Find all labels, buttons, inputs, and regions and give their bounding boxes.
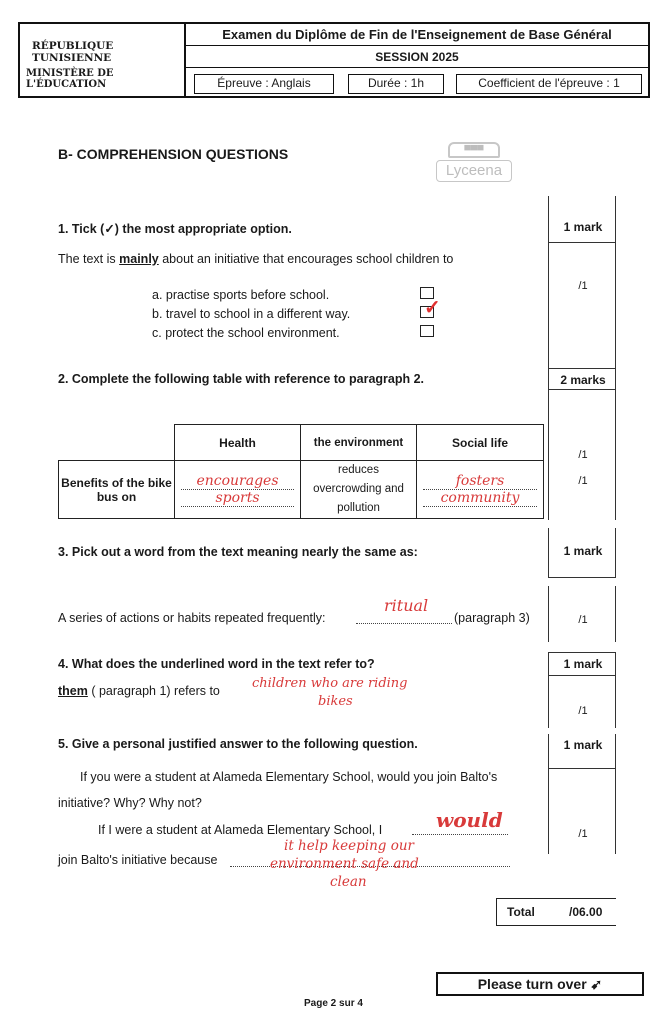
q2-title: 2. Complete the following table with reference to paragraph 2.: [58, 372, 425, 386]
answer-health-1: encourages: [181, 473, 294, 490]
mark-column-q2: [548, 368, 616, 520]
q5-title: 5. Give a personal justified answer to the following question.: [58, 737, 418, 751]
q1-stem: The text is mainly about an initiative that encourages school children to: [58, 252, 454, 266]
lyceena-logo: [436, 142, 512, 192]
answer-health[interactable]: [175, 461, 301, 519]
header-health: Health: [175, 425, 301, 461]
republic-label: RÉPUBLIQUE TUNISIENNE: [32, 40, 114, 64]
row-label: Benefits of the bike bus on: [59, 461, 175, 519]
exam-title: Examen du Diplôme de Fin de l'Enseignement de Base Général: [186, 24, 648, 46]
q4-word: them: [58, 684, 88, 698]
q1-score: /1: [578, 280, 588, 292]
q3-answer: ritual: [384, 596, 429, 615]
q1-option-b: b. travel to school in a different way.: [152, 307, 351, 321]
answer-social[interactable]: [417, 461, 544, 519]
answer-social-1: fosters: [423, 473, 537, 490]
divider: [549, 242, 615, 243]
q2-score-1: /1: [578, 449, 588, 461]
q2-score-2: /1: [578, 475, 588, 487]
section-title: B- COMPREHENSION QUESTIONS: [58, 146, 289, 162]
q5-answer-1: it help keeping our: [284, 838, 414, 854]
header-right-box: [186, 22, 650, 98]
q5-answer-prefix: If I were a student at Alameda Elementary School, I: [98, 823, 383, 837]
q3-title: 3. Pick out a word from the text meaning nearly the same as:: [58, 545, 418, 559]
q5-answer-2: environment safe and: [270, 856, 419, 872]
ministry-label: MINISTÈRE DE L'ÉDUCATION: [26, 68, 114, 90]
q5-mark: 1 mark: [563, 738, 603, 752]
tick-mark-icon: ✓: [424, 297, 441, 319]
environment-text: reduces overcrowding and pollution: [301, 461, 417, 519]
q4-mark: 1 mark: [563, 657, 603, 671]
q5-answer-word: would: [436, 808, 503, 832]
q3-score: /1: [578, 614, 588, 626]
mark-column-q1: [548, 196, 616, 368]
q1-mark: 1 mark: [563, 220, 603, 234]
q1-option-a: a. practise sports before school.: [152, 288, 330, 302]
mortarboard-icon: ▀▀▀: [448, 142, 500, 158]
header-left-box: [18, 22, 186, 98]
q4-title: 4. What does the underlined word in the text refer to?: [58, 657, 375, 671]
q1-option-c: c. protect the school environment.: [152, 326, 340, 340]
total-box: [496, 898, 616, 926]
q3-paragraph-ref: (paragraph 3): [454, 611, 530, 625]
answer-social-2: community: [423, 490, 537, 507]
divider: [549, 389, 615, 390]
header-social-life: Social life: [417, 425, 544, 461]
q5-question-line-1: If you were a student at Alameda Elementary School, would you join Balto's: [80, 770, 498, 784]
q1-underlined: mainly: [119, 252, 159, 266]
answer-health-2: sports: [181, 490, 294, 507]
q4-prompt: them ( paragraph 1) refers to: [58, 684, 220, 698]
total-label: Total: [507, 905, 535, 919]
mark-column-q3-score: [548, 586, 616, 642]
q5-question-line-2: initiative? Why? Why not?: [58, 796, 202, 810]
q4-score: /1: [578, 705, 588, 717]
q3-mark: 1 mark: [563, 544, 603, 558]
divider: [549, 768, 615, 769]
mark-column-q3: [548, 528, 616, 578]
q3-answer-line[interactable]: [356, 623, 452, 624]
page-number: Page 2 sur 4: [304, 998, 363, 1009]
q4-answer-1: children who are riding: [252, 676, 408, 691]
q5-answer-line-1[interactable]: [412, 834, 508, 835]
mark-column-q5: [548, 734, 616, 854]
duration-label: Durée : 1h: [348, 74, 444, 94]
q5-answer-line2-prefix: join Balto's initiative because: [58, 853, 218, 867]
please-turn-over: Please turn over ➹: [436, 972, 644, 996]
q5-answer-3: clean: [330, 874, 367, 890]
session-label: SESSION 2025: [186, 46, 648, 68]
q5-score: /1: [578, 828, 588, 840]
mark-column-q4: [548, 652, 616, 728]
q4-answer-2: bikes: [318, 694, 353, 709]
coefficient-label: Coefficient de l'épreuve : 1: [456, 74, 642, 94]
empty-cell: [59, 425, 175, 461]
subject-label: Épreuve : Anglais: [194, 74, 334, 94]
divider: [549, 675, 615, 676]
benefits-table: [58, 424, 544, 519]
checkbox-c[interactable]: [420, 325, 434, 337]
q3-prompt: A series of actions or habits repeated frequently:: [58, 611, 326, 625]
logo-text: Lyceena: [436, 160, 512, 182]
total-value: /06.00: [569, 905, 603, 919]
q2-mark: 2 marks: [560, 373, 606, 387]
header-environment: the environment: [301, 425, 417, 461]
q1-title: 1. Tick (✓) the most appropriate option.: [58, 222, 292, 236]
